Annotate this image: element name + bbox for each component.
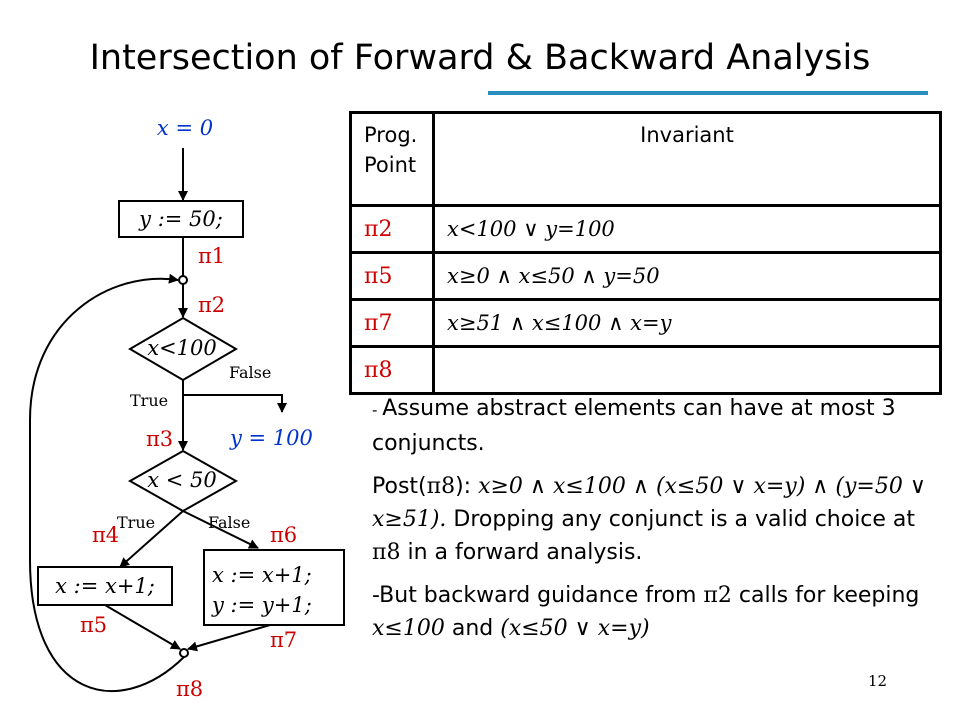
row-point: π2 [364, 216, 393, 242]
left-statement: x := x+1; [55, 574, 155, 598]
point-pi4: π4 [92, 523, 120, 547]
point-pi2: π2 [198, 293, 226, 317]
cond1-false-label: False [229, 363, 272, 382]
note-post: Post(π8): x≥0 ∧ x≤100 ∧ (x≤50 ∨ x=y) ∧ (y=50 ∨ x≥51). Dropping any conjunct is a valid choice at π8 in a forward analysis. [372, 474, 926, 565]
cond1-true-label: True [130, 391, 169, 410]
table-row [351, 253, 941, 300]
edge-right-merge [188, 625, 270, 649]
cond2-text: x < 50 [147, 468, 217, 492]
header-prog-point: Prog. Point [351, 113, 434, 206]
header-invariant: Invariant [434, 113, 941, 206]
point-pi1: π1 [198, 244, 226, 268]
table-row [351, 347, 941, 394]
point-pi5: π5 [80, 613, 108, 637]
cond1-text: x<100 [147, 336, 217, 360]
slide-title: Intersection of Forward & Backward Analysis [89, 38, 871, 78]
row-point: π8 [364, 357, 393, 383]
right-statement-line1: x := x+1; [212, 563, 312, 587]
point-pi7: π7 [270, 628, 298, 652]
cond2-true-label: True [117, 513, 156, 532]
point-pi6: π6 [270, 523, 298, 547]
notes [372, 392, 942, 655]
right-statement-line2: y := y+1; [212, 593, 312, 617]
init-statement: y := 50; [139, 207, 223, 231]
note-backward: -But backward guidance from π2 calls for keeping x≤100 and (x≤50 ∨ x=y) [372, 583, 920, 641]
edge-left-merge [105, 605, 180, 649]
entry-condition: x = 0 [156, 116, 214, 140]
page-number: 12 [868, 672, 888, 690]
merge-node [180, 649, 188, 657]
point-pi3: π3 [146, 427, 174, 451]
edge-cond1-false [183, 380, 282, 412]
row-invariant: x<100 ∨ y=100 [447, 217, 615, 241]
row-point: π5 [364, 263, 393, 289]
exit-assignment: y = 100 [230, 426, 313, 450]
note-assumption: - Assume abstract elements can have at most 3 conjuncts. [372, 396, 896, 456]
row-invariant: x≥0 ∧ x≤50 ∧ y=50 [447, 264, 660, 288]
point-pi8: π8 [176, 677, 204, 701]
table-row [351, 206, 941, 253]
table-header-row [351, 113, 941, 206]
cond2-false-label: False [208, 513, 251, 532]
loop-join-node [179, 276, 187, 284]
row-point: π7 [364, 310, 393, 336]
row-invariant: x≥51 ∧ x≤100 ∧ x=y [447, 311, 672, 335]
table-row [351, 300, 941, 347]
invariant-table [349, 111, 942, 395]
